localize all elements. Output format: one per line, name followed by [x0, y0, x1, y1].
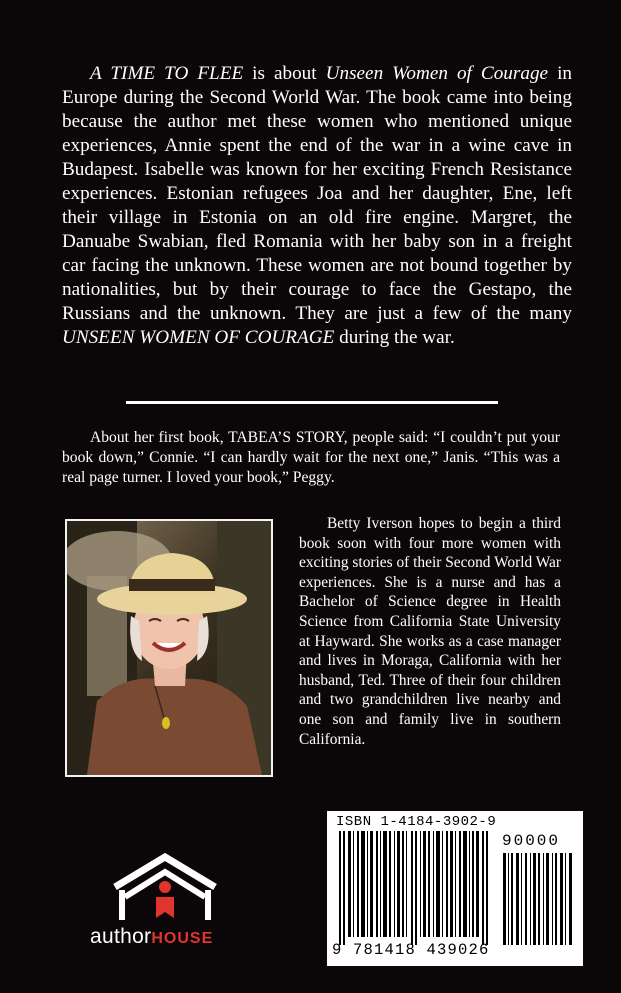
divider-rule [126, 401, 498, 404]
ean-digits: 9 781418 439026 [332, 941, 490, 959]
price-code: 90000 [502, 832, 561, 850]
book-title: A TIME TO FLEE [90, 63, 244, 84]
isbn-barcode [327, 811, 583, 966]
price-barcode-bars [503, 853, 575, 945]
book-theme: Unseen Women of Courage [325, 63, 549, 84]
publisher-word-author: author [90, 925, 152, 948]
author-photo [65, 519, 273, 777]
reader-praise: About her first book, TABEA’S STORY, people said: “I couldn’t put your book down,” Connie. “I can hardly wait for the next one,” Janis. “This was a real page turner. I loved your book,” Peggy. [62, 429, 560, 486]
blurb-text-3: during the war. [334, 327, 455, 348]
publisher-wordmark [90, 925, 213, 949]
publisher-word-house: HOUSE [151, 930, 214, 947]
author-portrait-image [67, 521, 271, 775]
blurb-text-2: in Europe during the Second World War. The book came into being because the author met these women who mentioned unique experiences, Annie spent the end of the war in a wine cave in Budapest. Isabelle was known for her exciting French Resistance experiences. Estonian refugees Joa and her daughter, Ene, left their village in Estonia on an old fire engine. Margret, the Danuabe Swabian, fled Romania with her baby son in a freight car facing the unknown. These women are not bound together by nationalities, but by their courage to face the Gestapo, the Russians and the unknown. They are just a few of the many [62, 63, 572, 324]
isbn-label: ISBN 1-4184-3902-9 [336, 814, 497, 830]
book-theme-caps: UNSEEN WOMEN OF COURAGE [62, 327, 335, 348]
ean-barcode-bars [339, 831, 499, 945]
blurb-text-1: is about [243, 63, 326, 84]
back-cover-blurb [62, 62, 572, 350]
author-bio: Betty Iverson hopes to begin a third book soon with four more women with exciting stories of their Second World War experiences. She is a nurse and has a Bachelor of Science degree in Health Science from California State University at Hayward. She works as a case manager and lives in Moraga, California with her husband, Ted. Three of their four children and two grandchildren live nearby and one son and family live in southern California. [299, 515, 561, 748]
